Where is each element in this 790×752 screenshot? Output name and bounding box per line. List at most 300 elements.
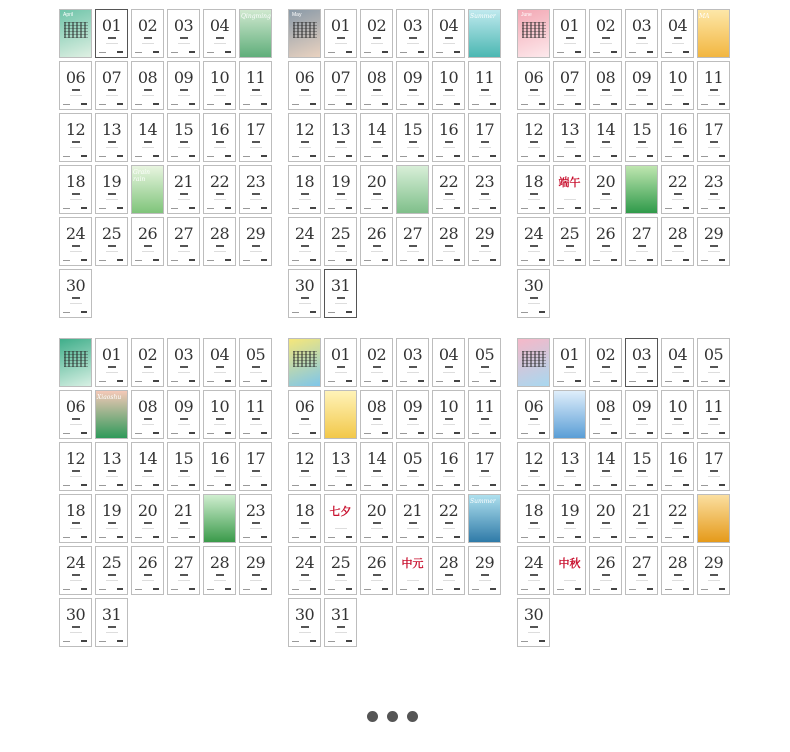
card-decoration [409,89,417,91]
day-card[interactable] [288,442,321,491]
day-card[interactable] [167,113,200,162]
day-card[interactable] [396,9,429,58]
day-number: 08 [137,397,158,416]
card-decoration [310,588,316,590]
carousel-pager [367,711,418,722]
day-card[interactable] [288,494,321,543]
day-card[interactable] [324,546,357,595]
day-card[interactable] [396,113,429,162]
month-cover-card[interactable] [517,338,550,387]
day-card[interactable] [288,61,321,110]
day-card[interactable] [396,390,429,439]
solar-term-art-card[interactable] [697,9,730,58]
solar-term-art-card[interactable] [95,390,128,439]
day-card[interactable] [203,390,236,439]
day-number: 29 [703,224,724,243]
day-card[interactable] [59,165,92,214]
card-decoration [117,380,123,382]
day-card[interactable] [239,113,272,162]
card-decoration [310,259,316,261]
day-card[interactable] [203,442,236,491]
card-decoration [207,589,214,590]
day-card[interactable] [203,165,236,214]
day-number: 16 [209,449,230,468]
day-card[interactable] [95,546,128,595]
day-card[interactable] [517,217,550,266]
day-card[interactable] [167,165,200,214]
day-card[interactable] [360,113,393,162]
card-decoration [436,381,443,382]
solar-term-art-card[interactable] [625,165,658,214]
day-card[interactable] [95,217,128,266]
day-card[interactable] [697,546,730,595]
month-cover-card[interactable] [517,9,550,58]
day-card[interactable] [59,269,92,318]
card-decoration [81,259,87,261]
day-card[interactable] [589,113,622,162]
day-card[interactable] [661,546,694,595]
day-card[interactable] [589,390,622,439]
day-card[interactable] [661,61,694,110]
day-card[interactable] [324,217,357,266]
card-decoration [189,536,195,538]
day-card[interactable] [661,390,694,439]
card-decoration [445,141,453,143]
card-decoration [63,156,70,157]
day-card[interactable] [589,9,622,58]
day-card[interactable] [432,390,465,439]
day-card[interactable] [517,61,550,110]
day-number: 29 [474,553,495,572]
day-card[interactable] [167,338,200,387]
card-decoration [335,251,347,252]
day-card[interactable] [95,598,128,647]
card-decoration [72,89,80,91]
day-card[interactable] [517,546,550,595]
day-card[interactable] [360,61,393,110]
day-card[interactable] [517,598,550,647]
solar-term-art-card[interactable] [697,494,730,543]
card-decoration [521,312,528,313]
card-decoration [481,470,489,472]
month-cover-card[interactable] [288,338,321,387]
day-card[interactable] [517,269,550,318]
card-decoration [373,193,381,195]
day-card[interactable] [432,442,465,491]
day-card[interactable] [203,338,236,387]
day-number: 19 [330,172,351,191]
day-card[interactable] [239,494,272,543]
day-card[interactable] [360,9,393,58]
day-card[interactable] [432,546,465,595]
day-card[interactable] [625,390,658,439]
day-card[interactable] [167,61,200,110]
day-card[interactable] [697,217,730,266]
day-card[interactable] [360,217,393,266]
day-card[interactable] [324,598,357,647]
day-card[interactable] [396,217,429,266]
day-card[interactable] [360,165,393,214]
card-decoration [346,484,352,486]
pager-dot[interactable] [407,711,418,722]
card-decoration [335,43,347,44]
card-decoration [250,372,262,373]
day-card[interactable] [360,442,393,491]
day-card[interactable] [661,9,694,58]
day-card[interactable] [131,442,164,491]
day-card[interactable] [625,217,658,266]
day-card[interactable] [239,165,272,214]
festival-card[interactable] [396,546,429,595]
day-card[interactable] [625,338,658,387]
card-decoration [454,588,460,590]
day-card[interactable] [589,61,622,110]
day-card[interactable] [239,338,272,387]
day-card[interactable] [468,546,501,595]
day-card[interactable] [396,442,429,491]
card-decoration [328,537,335,538]
day-card[interactable] [553,494,586,543]
day-card[interactable] [661,338,694,387]
card-decoration [250,251,262,252]
card-decoration [250,147,262,148]
day-card[interactable] [59,113,92,162]
solar-term-art-card[interactable] [239,9,272,58]
day-card[interactable] [167,494,200,543]
day-card[interactable] [167,390,200,439]
day-card[interactable] [589,217,622,266]
day-number: 13 [559,120,580,139]
card-decoration [178,424,190,425]
day-card[interactable] [203,217,236,266]
day-card[interactable] [589,546,622,595]
day-card[interactable] [59,442,92,491]
card-decoration [364,156,371,157]
solar-term-art-card[interactable] [553,390,586,439]
day-card[interactable] [468,217,501,266]
day-number: 16 [667,449,688,468]
day-card[interactable] [553,61,586,110]
day-card[interactable] [239,390,272,439]
day-card[interactable] [288,217,321,266]
day-number: 10 [209,68,230,87]
day-card[interactable] [131,546,164,595]
day-card[interactable] [468,165,501,214]
day-card[interactable] [167,217,200,266]
day-card[interactable] [131,390,164,439]
card-decoration [299,95,311,96]
day-card[interactable] [167,442,200,491]
card-decoration [575,536,581,538]
day-card[interactable] [59,494,92,543]
day-card[interactable] [324,113,357,162]
card-decoration [593,381,600,382]
card-decoration [310,432,316,434]
month-cover-card[interactable] [59,9,92,58]
day-card[interactable] [95,442,128,491]
day-card[interactable] [625,494,658,543]
card-decoration [481,574,489,576]
card-decoration [600,372,612,373]
day-card[interactable] [468,113,501,162]
day-card[interactable] [517,390,550,439]
festival-card[interactable] [553,165,586,214]
day-card[interactable] [517,494,550,543]
card-decoration [63,537,70,538]
day-card[interactable] [661,217,694,266]
card-decoration [207,433,214,434]
day-card[interactable] [324,9,357,58]
day-number: 12 [65,449,86,468]
card-decoration [593,433,600,434]
day-card[interactable] [553,217,586,266]
card-decoration [600,580,612,581]
day-card[interactable] [697,113,730,162]
solar-term-label: Summer [470,13,496,20]
day-card[interactable] [131,494,164,543]
card-decoration [335,95,347,96]
card-decoration [301,626,309,628]
day-card[interactable] [625,113,658,162]
day-card[interactable] [203,113,236,162]
card-decoration [479,251,491,252]
card-decoration [72,297,80,299]
card-decoration [647,51,653,53]
day-card[interactable] [288,390,321,439]
card-decoration [611,155,617,157]
day-card[interactable] [553,338,586,387]
day-card[interactable] [203,9,236,58]
day-card[interactable] [697,442,730,491]
day-card[interactable] [661,442,694,491]
day-card[interactable] [131,338,164,387]
day-card[interactable] [661,165,694,214]
card-decoration [135,537,142,538]
day-number: 19 [559,501,580,520]
day-card[interactable] [59,61,92,110]
day-card[interactable] [324,442,357,491]
day-card[interactable] [288,546,321,595]
day-card[interactable] [95,338,128,387]
day-number: 16 [209,120,230,139]
day-card[interactable] [324,61,357,110]
card-decoration [328,208,335,209]
day-card[interactable] [167,9,200,58]
day-card[interactable] [239,217,272,266]
day-card[interactable] [589,165,622,214]
day-card[interactable] [59,598,92,647]
day-card[interactable] [131,217,164,266]
day-card[interactable] [396,494,429,543]
day-card[interactable] [95,61,128,110]
card-decoration [106,43,118,44]
day-card[interactable] [95,9,128,58]
day-card[interactable] [625,61,658,110]
day-card[interactable] [288,165,321,214]
day-card[interactable] [432,338,465,387]
card-decoration [611,259,617,261]
day-number: 16 [438,120,459,139]
card-decoration [566,37,574,39]
card-decoration [252,574,260,576]
card-decoration [171,433,178,434]
day-card[interactable] [697,338,730,387]
day-card[interactable] [432,113,465,162]
card-decoration [611,207,617,209]
pager-dot[interactable] [387,711,398,722]
day-card[interactable] [396,61,429,110]
day-number: 26 [366,224,387,243]
card-decoration [443,424,455,425]
card-decoration [364,260,371,261]
card-decoration [117,640,123,642]
card-decoration [629,433,636,434]
day-card[interactable] [697,390,730,439]
pager-dot[interactable] [367,711,378,722]
day-card[interactable] [432,165,465,214]
day-card[interactable] [131,61,164,110]
day-card[interactable] [288,598,321,647]
day-card[interactable] [95,165,128,214]
day-card[interactable] [360,390,393,439]
card-decoration [479,580,491,581]
card-decoration [261,207,267,209]
day-card[interactable] [625,546,658,595]
card-decoration [557,52,564,53]
day-number: 23 [703,172,724,191]
card-decoration [665,381,672,382]
card-decoration [564,95,576,96]
day-card[interactable] [432,494,465,543]
card-decoration [418,432,424,434]
day-number: 17 [703,120,724,139]
day-number: 09 [402,68,423,87]
card-decoration [528,632,540,633]
card-decoration [189,380,195,382]
day-card[interactable] [324,269,357,318]
day-number: 10 [667,397,688,416]
day-card[interactable] [324,338,357,387]
day-number: 24 [294,553,315,572]
day-card[interactable] [553,442,586,491]
card-decoration [153,155,159,157]
day-card[interactable] [203,61,236,110]
card-decoration [178,476,190,477]
day-card[interactable] [589,442,622,491]
day-card[interactable] [625,442,658,491]
card-decoration [564,476,576,477]
day-card[interactable] [360,546,393,595]
month-cover-card[interactable] [288,9,321,58]
day-card[interactable] [661,113,694,162]
day-card[interactable] [167,546,200,595]
card-decoration [436,260,443,261]
solar-term-art-card[interactable] [324,390,357,439]
day-card[interactable] [553,113,586,162]
day-card[interactable] [432,9,465,58]
day-card[interactable] [396,338,429,387]
day-card[interactable] [589,494,622,543]
mini-calendar-grid [293,351,317,367]
solar-term-art-card[interactable] [468,494,501,543]
day-number: 01 [559,16,580,35]
card-decoration [171,537,178,538]
day-card[interactable] [697,165,730,214]
day-number: 02 [595,345,616,364]
day-card[interactable] [288,269,321,318]
day-card[interactable] [517,442,550,491]
card-decoration [647,103,653,105]
card-decoration [472,156,479,157]
solar-term-art-card[interactable] [396,165,429,214]
card-decoration [672,580,684,581]
day-card[interactable] [203,546,236,595]
day-card[interactable] [59,546,92,595]
day-card[interactable] [589,338,622,387]
day-card[interactable] [517,113,550,162]
card-decoration [171,104,178,105]
card-decoration [63,641,70,642]
day-number: 24 [523,224,544,243]
card-decoration [647,484,653,486]
day-card[interactable] [360,338,393,387]
card-decoration [70,528,82,529]
card-decoration [301,297,309,299]
day-card[interactable] [324,165,357,214]
day-card[interactable] [95,113,128,162]
day-card[interactable] [625,9,658,58]
card-decoration [400,104,407,105]
day-number: 15 [173,449,194,468]
card-decoration [70,476,82,477]
day-card[interactable] [468,390,501,439]
month-cover-card[interactable] [59,338,92,387]
day-card[interactable] [468,61,501,110]
card-decoration [436,208,443,209]
day-card[interactable] [360,494,393,543]
card-decoration [674,522,682,524]
day-card[interactable] [288,113,321,162]
day-card[interactable] [468,442,501,491]
day-card[interactable] [661,494,694,543]
day-card[interactable] [432,217,465,266]
day-card[interactable] [239,546,272,595]
card-decoration [409,141,417,143]
card-decoration [335,303,347,304]
day-card[interactable] [239,442,272,491]
day-card[interactable] [432,61,465,110]
day-card[interactable] [131,9,164,58]
solar-term-art-card[interactable] [131,165,164,214]
day-card[interactable] [468,338,501,387]
day-card[interactable] [239,61,272,110]
day-card[interactable] [697,61,730,110]
card-decoration [407,372,419,373]
day-number: 26 [366,553,387,572]
card-decoration [171,156,178,157]
day-card[interactable] [517,165,550,214]
solar-term-art-card[interactable] [468,9,501,58]
day-card[interactable] [553,9,586,58]
day-card[interactable] [59,217,92,266]
festival-card[interactable] [324,494,357,543]
solar-term-art-card[interactable] [203,494,236,543]
day-card[interactable] [59,390,92,439]
day-card[interactable] [95,494,128,543]
day-number: 15 [402,120,423,139]
festival-card[interactable] [553,546,586,595]
day-card[interactable] [131,113,164,162]
